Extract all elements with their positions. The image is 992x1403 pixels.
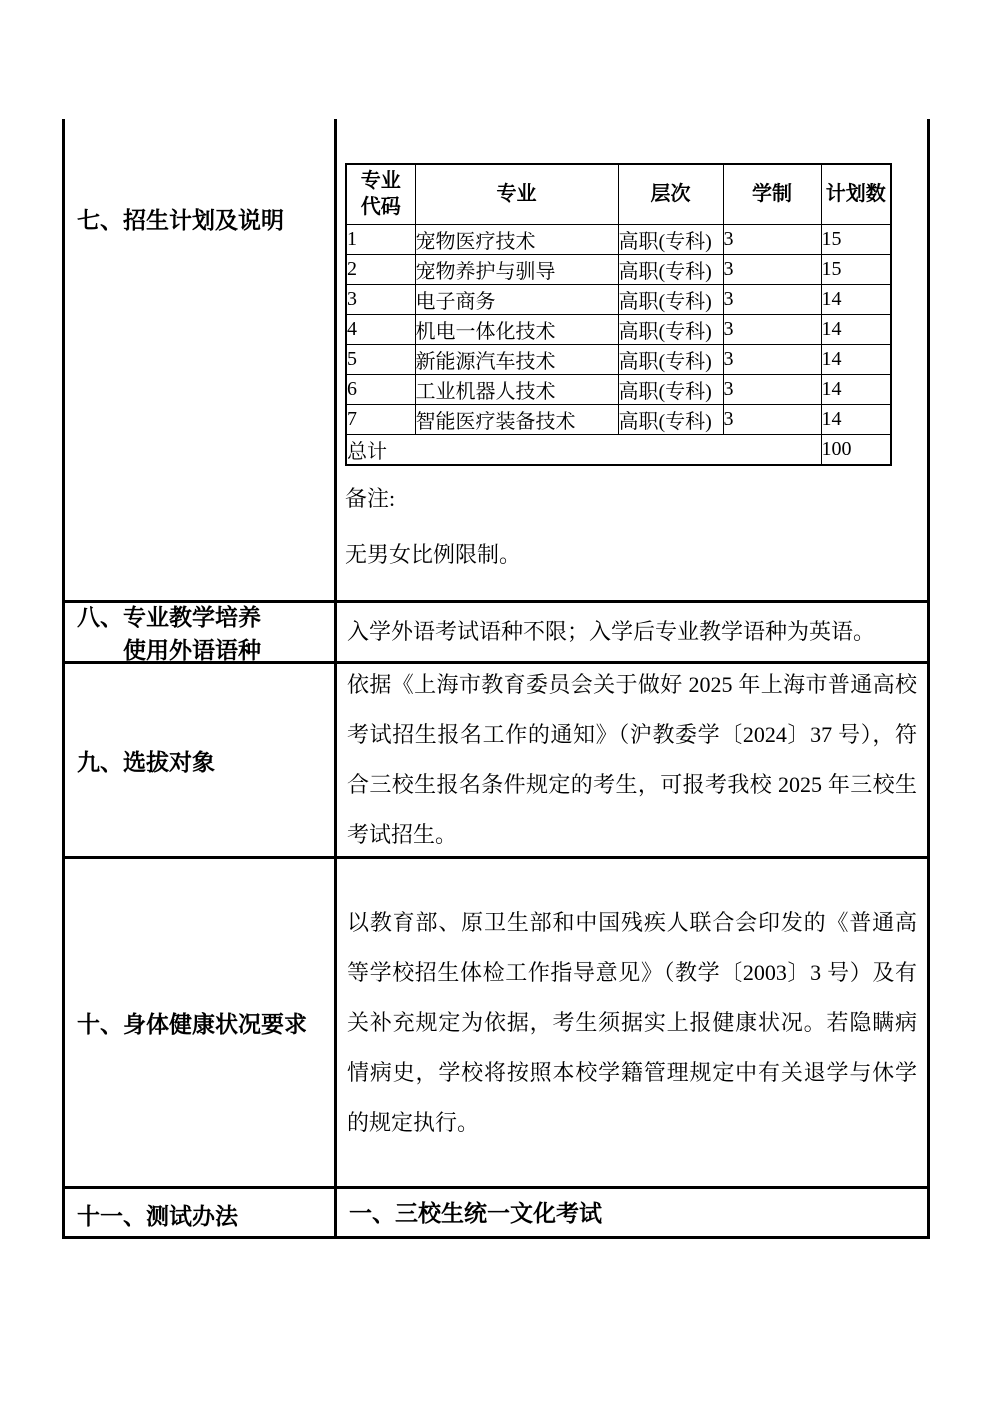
remark-title: 备注: <box>345 485 396 511</box>
section-health-requirements <box>65 856 927 1186</box>
duration: 3 <box>723 374 821 404</box>
plan-count: 14 <box>821 314 891 344</box>
section-10-label-cell <box>65 859 337 1186</box>
plan-table-row <box>346 374 891 404</box>
major-name: 电子商务 <box>415 284 618 314</box>
plan-table-row <box>346 404 891 434</box>
plan-count: 14 <box>821 404 891 434</box>
enrollment-plan-table <box>345 163 892 466</box>
total-label: 总计 <box>346 434 821 465</box>
section-10-content: 以教育部、原卫生部和中国残疾人联合会印发的《普通高等学校招生体检工作指导意见》（教学〔2003〕3 号）及有关补充规定为依据，考生须据实上报健康状况。若隐瞒病情病史，学校将按照本校学籍管理规定中有关退学与休学的规定执行。 <box>347 909 917 1135</box>
duration: 3 <box>723 224 821 254</box>
section-9-label-cell <box>65 664 337 856</box>
section-11-content: 一、三校生统一文化考试 <box>349 1201 602 1226</box>
plan-count: 14 <box>821 374 891 404</box>
section-7-content-cell <box>337 119 927 600</box>
major-name: 宠物养护与驯导 <box>415 254 618 284</box>
plan-count: 15 <box>821 224 891 254</box>
major-code: 5 <box>346 344 415 374</box>
duration: 3 <box>723 314 821 344</box>
section-8-content-cell <box>337 603 927 661</box>
major-code: 1 <box>346 224 415 254</box>
major-name: 宠物医疗技术 <box>415 224 618 254</box>
major-code: 6 <box>346 374 415 404</box>
section-8-label-cell <box>65 603 337 661</box>
total-value: 100 <box>821 434 891 465</box>
duration: 3 <box>723 344 821 374</box>
header-major-code: 专业 代码 <box>346 164 415 224</box>
plan-count: 14 <box>821 344 891 374</box>
header-level: 层次 <box>618 164 723 224</box>
plan-count: 15 <box>821 254 891 284</box>
header-duration: 学制 <box>723 164 821 224</box>
section-11-label: 十一、测试办法 <box>77 1203 238 1229</box>
duration: 3 <box>723 284 821 314</box>
section-9-content-cell <box>337 664 927 856</box>
section-foreign-language <box>65 600 927 661</box>
section-8-label-line1: 八、专业教学培养 <box>77 605 261 630</box>
section-8-content: 入学外语考试语种不限；入学后专业教学语种为英语。 <box>347 619 876 644</box>
major-name: 新能源汽车技术 <box>415 344 618 374</box>
major-name: 机电一体化技术 <box>415 314 618 344</box>
remark-text: 无男女比例限制。 <box>345 541 522 567</box>
level: 高职(专科) <box>618 224 723 254</box>
plan-table-total-row <box>346 434 891 465</box>
duration: 3 <box>723 404 821 434</box>
major-code: 4 <box>346 314 415 344</box>
plan-table-row <box>346 344 891 374</box>
admissions-info-table <box>62 119 930 1239</box>
section-selection-targets <box>65 661 927 856</box>
section-10-content-cell <box>337 859 927 1186</box>
major-code: 3 <box>346 284 415 314</box>
plan-table-row <box>346 254 891 284</box>
section-8-label-line2: 使用外语语种 <box>123 638 261 663</box>
major-name: 工业机器人技术 <box>415 374 618 404</box>
section-9-content: 依据《上海市教育委员会关于做好 2025 年上海市普通高校考试招生报名工作的通知》（沪教委学〔2024〕37 号），符合三校生报名条件规定的考生，可报考我校 2025 年三校生考试招生。 <box>347 672 917 847</box>
section-9-label: 九、选拔对象 <box>77 749 215 775</box>
major-code: 2 <box>346 254 415 284</box>
duration: 3 <box>723 254 821 284</box>
major-name: 智能医疗装备技术 <box>415 404 618 434</box>
level: 高职(专科) <box>618 284 723 314</box>
section-enrollment-plan <box>65 119 927 600</box>
major-code: 7 <box>346 404 415 434</box>
plan-table-row <box>346 284 891 314</box>
level: 高职(专科) <box>618 374 723 404</box>
header-plan-count: 计划数 <box>821 164 891 224</box>
plan-table-row <box>346 224 891 254</box>
plan-table-row <box>346 314 891 344</box>
level: 高职(专科) <box>618 314 723 344</box>
section-11-label-cell <box>65 1189 337 1239</box>
section-11-content-cell <box>337 1189 927 1239</box>
level: 高职(专科) <box>618 254 723 284</box>
plan-table-header-row <box>346 164 891 224</box>
level: 高职(专科) <box>618 404 723 434</box>
section-test-methods <box>65 1186 927 1239</box>
section-10-label: 十、身体健康状况要求 <box>77 1012 307 1037</box>
plan-count: 14 <box>821 284 891 314</box>
level: 高职(专科) <box>618 344 723 374</box>
header-major: 专业 <box>415 164 618 224</box>
section-7-label-cell <box>65 119 337 600</box>
section-7-label: 七、招生计划及说明 <box>77 208 284 233</box>
